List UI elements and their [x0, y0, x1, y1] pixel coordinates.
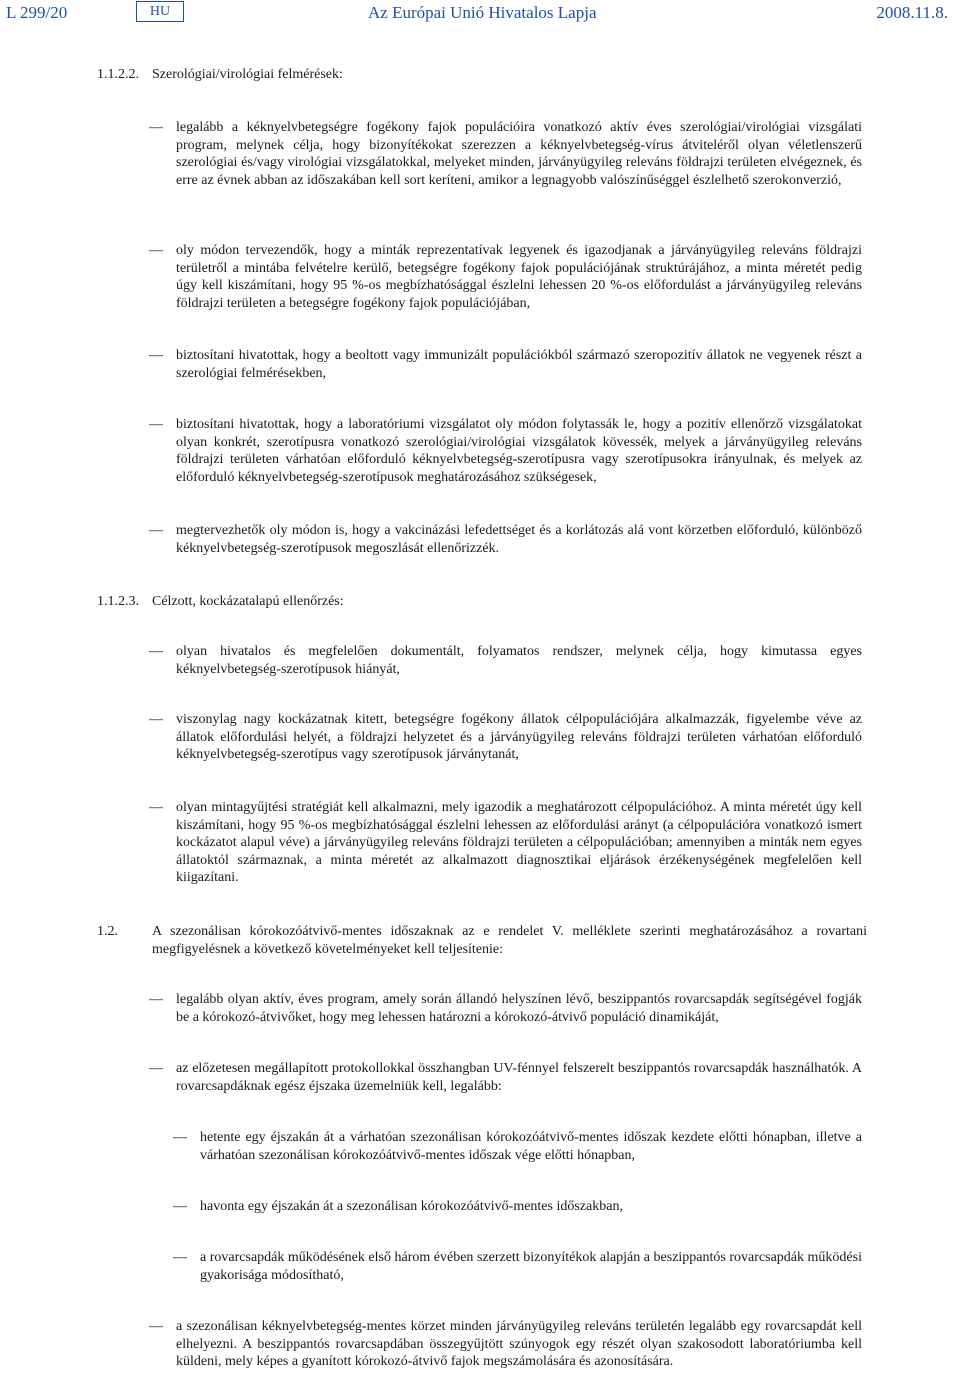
page-header	[0, 0, 960, 30]
dash-bullet: —	[149, 417, 163, 432]
list-item	[149, 522, 862, 557]
list-item-text: oly módon tervezendők, hogy a minták reprezentatívak legyenek és igazodjanak a járványügyileg releváns földrajzi területről a mintába felvételre kerülő, betegségre fogékony fajok populációjának struktúrájához, a minta méretét pedig úgy kell kiszámítani, hogy 95 %-os megbízhatósággal észlelni lehessen 20 %-os előfordulást a járványügyileg releváns földrajzi területen a betegségre fogékony fajok populációjában,	[176, 243, 862, 311]
section-title: A szezonálisan kórokozóátvivő-mentes időszaknak az e rendelet V. melléklete szerinti meghatározásához a rovartani megfigyelésnek a következő követelményeket kell teljesítenie:	[152, 924, 867, 957]
list-item	[149, 242, 862, 312]
list-item	[149, 799, 862, 887]
sub-list-item-text: hetente egy éjszakán át a várhatóan szezonálisan kórokozóátvivő-mentes időszak kezdete előtti hónapban, illetve a várhatóan szezonálisan kórokozóátvivő-mentes időszak vége előtti hónapban,	[200, 1130, 862, 1163]
section-number: 1.1.2.2.	[97, 67, 139, 82]
list-item-text: olyan hivatalos és megfelelően dokumentált, folyamatos rendszer, melynek célja, hogy kimutassa egyes kéknyelvbetegség-szerotípusok hiányát,	[176, 644, 862, 677]
sub-list-item	[173, 1129, 862, 1164]
list-item	[149, 1318, 862, 1371]
dash-bullet: —	[173, 1250, 187, 1265]
dash-bullet: —	[149, 712, 163, 727]
section-title: Célzott, kockázatalapú ellenőrzés:	[152, 594, 344, 609]
sub-list-item-text: havonta egy éjszakán át a szezonálisan kórokozóátvivő-mentes időszakban,	[200, 1199, 623, 1214]
section-title: Szerológiai/virológiai felmérések:	[152, 67, 343, 82]
list-item-text: olyan mintagyűjtési stratégiát kell alkalmazni, mely igazodik a meghatározott célpopulációhoz. A minta méretét úgy kell kiszámítani, hogy 95 %-os megbízhatósággal észlelni lehessen az előfordulási arányt (a célpopulációra vonatkozó ismert kockázatot alapul véve) a járványügyileg releváns földrajzi területen a célpopulációban; amennyiben a minták nem egyes állatoktól származnak, a minta méretét az alkalmazott diagnosztikai eljárások érzékenységének megfelelően kell kiigazítani.	[176, 800, 862, 885]
dash-bullet: —	[149, 800, 163, 815]
dash-bullet: —	[149, 992, 163, 1007]
sub-list-item	[173, 1249, 862, 1284]
dash-bullet: —	[149, 523, 163, 538]
section-heading	[97, 923, 867, 958]
section-number: 1.1.2.3.	[97, 594, 139, 609]
dash-bullet: —	[173, 1130, 187, 1145]
dash-bullet: —	[149, 644, 163, 659]
language-badge: HU	[136, 1, 184, 22]
list-item	[149, 643, 862, 678]
list-item-text: legalább a kéknyelvbetegségre fogékony fajok populációira vonatkozó aktív éves szerológiai/virológiai vizsgálati program, melynek célja, hogy bizonyítékokat szerezzen a kéknyelvbetegség-vírus átviteléről olyan véletlenszerű szerológiai és/vagy virológiai vizsgálatokkal, melyeket minden, járványügyileg releváns földrajzi területen elvégeznek, és erre az évnek abban az időszakában kell sort keríteni, amikor a legnagyobb valószínűséggel észlelhető szerokonverzió,	[176, 120, 862, 188]
list-item	[149, 416, 862, 486]
list-item	[149, 1060, 862, 1095]
publication-date: 2008.11.8.	[876, 3, 948, 22]
journal-title: Az Európai Unió Hivatalos Lapja	[368, 3, 597, 22]
list-item-text: a szezonálisan kéknyelvbetegség-mentes körzet minden járványügyileg releváns területén legalább egy rovarcsapdát kell elhelyezni. A beszippantós rovarcsapdában összegyűjtött szúnyogok egy részét olyan szakosodott laboratóriumba kell küldeni, mely képes a gyanított kórokozó-átvivő fajok megszámolására és azonosítására.	[176, 1319, 862, 1369]
list-item-text: az előzetesen megállapított protokollokkal összhangban UV-fénnyel felszerelt beszippantós rovarcsapdák használhatók. A rovarcsapdáknak egész éjszaka üzemelniük kell, legalább:	[176, 1061, 862, 1094]
dash-bullet: —	[149, 243, 163, 258]
list-item	[149, 991, 862, 1026]
list-item	[149, 347, 862, 382]
dash-bullet: —	[149, 1319, 163, 1334]
dash-bullet: —	[149, 1061, 163, 1076]
list-item-text: megtervezhetők oly módon is, hogy a vakcinázási lefedettséget és a korlátozás alá vont körzetben előforduló, különböző kéknyelvbetegség-szerotípusok megoszlását ellenőrizzék.	[176, 523, 862, 556]
dash-bullet: —	[149, 348, 163, 363]
list-item-text: viszonylag nagy kockázatnak kitett, betegségre fogékony állatok célpopulációjára alkalmazzák, figyelembe véve az állatok előfordulási helyét, a földrajzi helyzetet és a járványügyileg releváns földrajzi területen várhatóan előforduló kéknyelvbetegség-szerotípus vagy szerotípusok járványtanát,	[176, 712, 862, 762]
list-item	[149, 711, 862, 764]
dash-bullet: —	[149, 120, 163, 135]
list-item-text: legalább olyan aktív, éves program, amely során állandó helyszínen lévő, beszippantós rovarcsapdák segítségével fogják be a kórokozó-átvivőket, hogy meg lehessen határozni a kórokozó-átvivő populáció dinamikáját,	[176, 992, 862, 1025]
sub-list-item	[173, 1198, 862, 1216]
list-item	[149, 119, 862, 189]
sub-list-item-text: a rovarcsapdák működésének első három évében szerzett bizonyítékok alapján a beszippantós rovarcsapdák működési gyakorisága módosítható,	[200, 1250, 862, 1283]
section-number: 1.2.	[97, 924, 118, 939]
oj-reference: L 299/20	[6, 3, 68, 22]
dash-bullet: —	[173, 1199, 187, 1214]
list-item-text: biztosítani hivatottak, hogy a beoltott vagy immunizált populációkból származó szeropozitív állatok ne vegyenek részt a szerológiai felmérésekben,	[176, 348, 862, 381]
list-item-text: biztosítani hivatottak, hogy a laboratóriumi vizsgálatot oly módon folytassák le, hogy a pozitív ellenőrző vizsgálatokat olyan konkrét, szerotípusra vonatkozó szerológiai/virológiai vizsgálatok kövessék, melyek a járványügyileg releváns földrajzi területen várhatóan előforduló kéknyelvbetegség-szerotípusra vagy szerotípusokra irányulnak, és melyek az előforduló kéknyelvbetegség-szerotípusok meghatározásához szükségesek,	[176, 417, 862, 485]
